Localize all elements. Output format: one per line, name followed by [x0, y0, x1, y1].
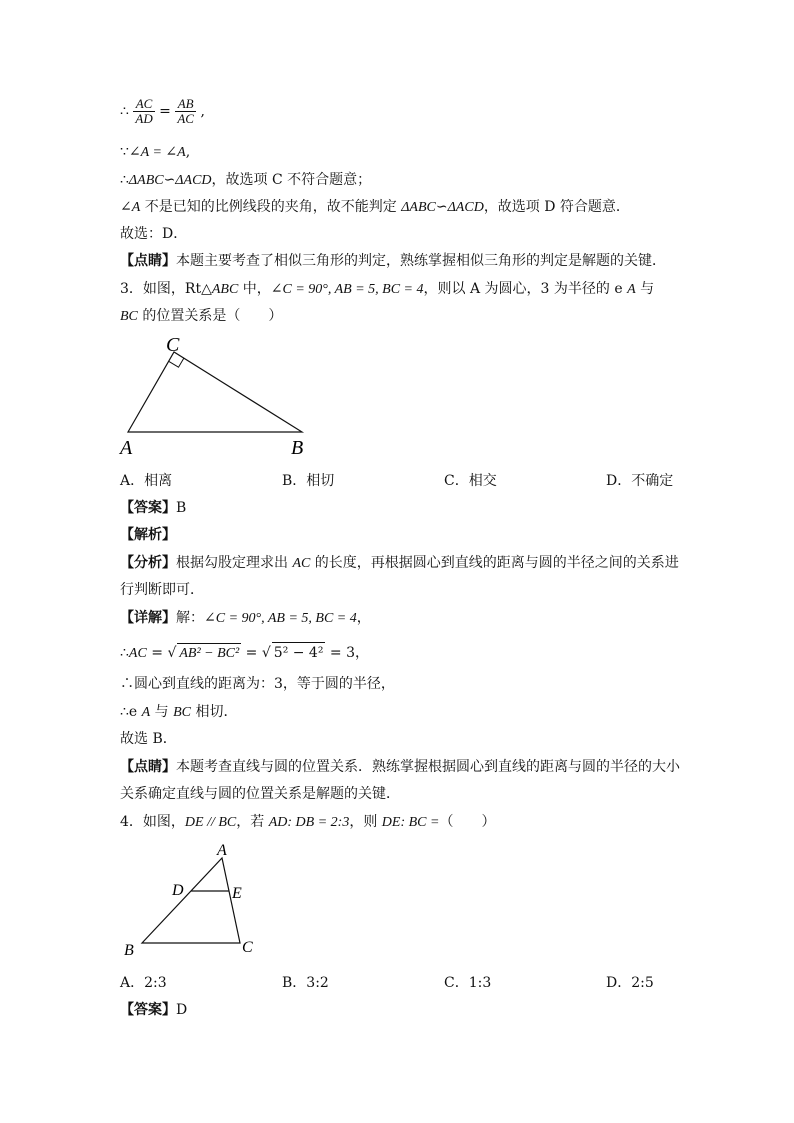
q4-answer-value: D: [176, 1002, 188, 1018]
q3-fenxi-line-2: 行判断即可．: [120, 582, 204, 598]
q3-option-b[interactable]: B．相切: [282, 473, 335, 489]
right-angle-mark: [169, 358, 184, 367]
therefore-symbol: ∴: [120, 103, 129, 120]
q3-choose-line: 故选 B．: [120, 731, 177, 747]
q3-answer-value: B: [176, 500, 187, 516]
vertex-label-c: C: [166, 334, 180, 356]
question-4-line: 4．如图，DE // BC，若 AD: DB = 2:3，则 DE: BC =（ ）: [120, 814, 496, 830]
fraction-ac-ad: $\frac{AC}{AD}$: [135, 96, 153, 126]
equals-sign: =: [159, 103, 171, 120]
choose-d-line: 故选：D．: [120, 226, 188, 242]
vertex-label-c-q4: C: [242, 939, 253, 956]
sqrt-ab-bc: AB² − BC²: [177, 643, 241, 664]
question-3-line-1: 3．如图，Rt△ABC 中，∠C = 90°, AB = 5, BC = 4，则以 A 为圆心，3 为半径的 e A 与: [120, 281, 655, 297]
sqrt-5-4: 5² − 4²: [272, 642, 326, 663]
right-triangle-figure: [110, 328, 330, 463]
q3-pythagoras-line: ∴AC = √ AB² − BC² = √ 5² − 4² = 3，: [120, 642, 369, 664]
q3-option-c[interactable]: C．相交: [444, 473, 497, 489]
q3-tangent-line: ∴e A 与 BC 相切．: [120, 704, 238, 720]
fraction-ab-ac: $\frac{AB}{AC}$: [177, 96, 194, 126]
option-d-explanation-line: ∠A 不是已知的比例线段的夹角，故不能判定 ΔABC∽ΔACD，故选项 D 符合题意．: [120, 199, 630, 215]
q4-answer-line: 【答案】D: [120, 1002, 188, 1018]
ratio-equation-line: ∴ $\frac{AC}{AD}$ = $\frac{AB}{AC}$ ,: [120, 96, 205, 126]
q3-option-d[interactable]: D．不确定: [606, 473, 674, 489]
q3-distance-line: ∴圆心到直线的距离为：3，等于圆的半径，: [120, 676, 395, 692]
q3-dianjing-line-1: 【点睛】本题考查直线与圆的位置关系．熟练掌握根据圆心到直线的距离与圆的半径的大小: [120, 759, 680, 775]
q3-fenxi-line-1: 【分析】根据勾股定理求出 AC 的长度，再根据圆心到直线的距离与圆的半径之间的关系进: [120, 555, 679, 571]
summary-line: 【点睛】本题主要考查了相似三角形的判定，熟练掌握相似三角形的判定是解题的关键．: [120, 253, 666, 269]
q3-option-a[interactable]: A．相离: [120, 473, 173, 489]
similar-conclusion-line: ∴ΔABC∽ΔACD，故选项 C 不符合题意；: [120, 172, 372, 188]
vertex-label-d-q4: D: [172, 882, 184, 899]
q4-option-c[interactable]: C．1:3: [444, 975, 492, 991]
q4-option-d[interactable]: D．2:5: [606, 975, 654, 991]
vertex-label-e-q4: E: [232, 885, 242, 902]
q4-option-b[interactable]: B．3:2: [282, 975, 329, 991]
q3-dianjing-line-2: 关系确定直线与圆的位置关系是解题的关键．: [120, 786, 400, 802]
q3-analysis-heading: 【解析】: [120, 527, 176, 543]
vertex-label-b-q4: B: [124, 942, 134, 959]
q3-xiangjie-line: 【详解】解：∠C = 90°, AB = 5, BC = 4，: [120, 610, 371, 626]
q4-option-a[interactable]: A．2:3: [120, 975, 167, 991]
triangle-abc-q4: [142, 858, 240, 943]
angle-equal-line: ∵∠A = ∠A,: [120, 144, 191, 160]
parallel-triangle-figure: [115, 838, 265, 963]
vertex-label-a-q4: A: [217, 842, 227, 859]
summary-tag: 【点睛】: [120, 253, 176, 269]
triangle-abc: [128, 352, 302, 432]
question-3-line-2: BC 的位置关系是（ ）: [120, 308, 283, 324]
q3-answer-line: 【答案】B: [120, 500, 187, 516]
vertex-label-b: B: [291, 437, 304, 459]
vertex-label-a: A: [120, 437, 133, 459]
